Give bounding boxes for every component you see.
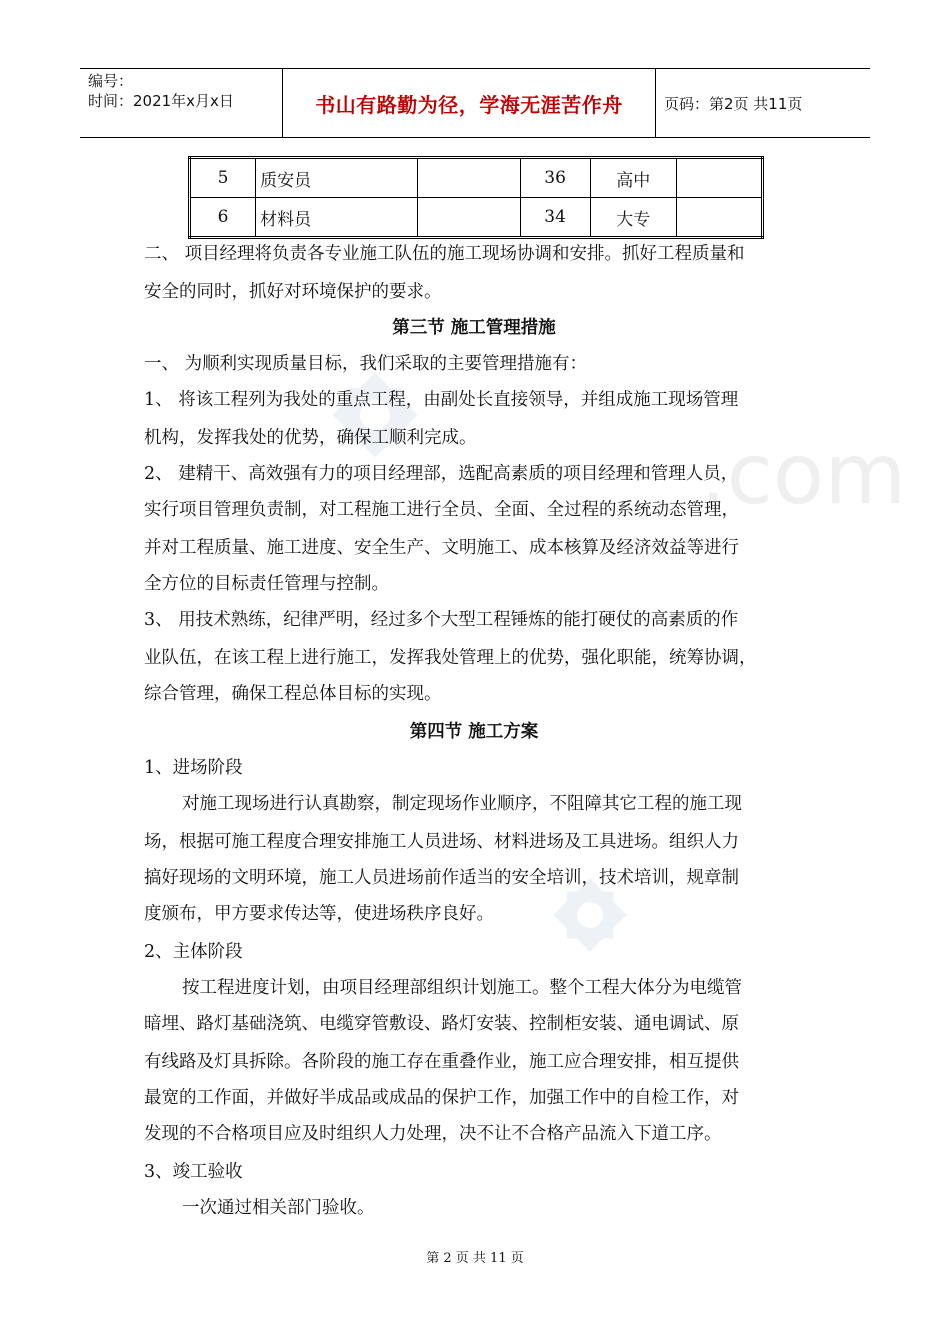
cell-role: 质安员 <box>256 158 418 198</box>
section-heading: 第三节 施工管理措施 <box>392 318 556 338</box>
page-footer: 第 2 页 共 11 页 <box>426 1251 524 1266</box>
list-item-line: 3、 用技术熟练，纪律严明，经过多个大型工程锤炼的能打硬仗的高素质的作 <box>144 610 739 630</box>
cell-note <box>676 198 762 238</box>
staff-table <box>188 156 764 239</box>
subsection-title: 1、进场阶段 <box>144 758 243 778</box>
cell-no: 6 <box>190 198 256 238</box>
paragraph-line: 安全的同时，抓好对环境保护的要求。 <box>144 282 442 302</box>
paragraph-line: 最宽的工作面，并做好半成品或成品的保护工作，加强工作中的自检工作，对 <box>144 1088 739 1108</box>
paragraph-line: 二、 项目经理将负责各专业施工队伍的施工现场协调和安排。抓好工程质量和 <box>144 244 745 264</box>
table-row <box>190 198 763 238</box>
subsection-title: 2、主体阶段 <box>144 942 243 962</box>
page-header <box>80 68 870 138</box>
cell-age: 36 <box>520 158 590 198</box>
header-meta <box>88 71 283 111</box>
list-item-line: 2、 建精干、高效强有力的项目经理部，选配高素质的项目经理和管理人员， <box>144 464 739 484</box>
header-page-code: 页码：第2页 共11页 <box>664 95 803 113</box>
subsection-title: 3、竣工验收 <box>144 1162 243 1182</box>
header-motto: 书山有路勤为径，学海无涯苦作舟 <box>315 92 623 117</box>
paragraph-line: 一次通过相关部门验收。 <box>182 1198 375 1218</box>
paragraph-line: 按工程进度计划，由项目经理部组织计划施工。整个工程大体分为电缆管 <box>182 978 742 998</box>
header-divider <box>655 69 656 137</box>
paragraph-line: 对施工现场进行认真勘察，制定现场作业顺序，不阻障其它工程的施工现 <box>182 794 742 814</box>
table-row <box>190 158 763 198</box>
paragraph-line: 发现的不合格项目应及时组织人力处理，决不让不合格产品流入下道工序。 <box>144 1124 722 1144</box>
list-item-line: 全方位的目标责任管理与控制。 <box>144 574 389 594</box>
cell-education: 高中 <box>590 158 676 198</box>
cell-age: 34 <box>520 198 590 238</box>
watermark-text: .com <box>700 425 907 523</box>
list-item-line: 1、 将该工程列为我处的重点工程，由副处长直接领导，并组成施工现场管理 <box>144 390 739 410</box>
cell-role: 材料员 <box>256 198 418 238</box>
cell-no: 5 <box>190 158 256 198</box>
paragraph-line: 搞好现场的文明环境，施工人员进场前作适当的安全培训，技术培训，规章制 <box>144 868 739 888</box>
cell-name <box>418 198 520 238</box>
list-item-line: 综合管理，确保工程总体目标的实现。 <box>144 684 442 704</box>
paragraph-line: 暗埋、路灯基础浇筑、电缆穿管敷设、路灯安装、控制柜安装、通电调试、原 <box>144 1014 739 1034</box>
list-item-line: 实行项目管理负责制，对工程施工进行全员、全面、全过程的系统动态管理， <box>144 500 739 520</box>
cell-education: 大专 <box>590 198 676 238</box>
section-heading: 第四节 施工方案 <box>409 722 539 742</box>
cell-name <box>418 158 520 198</box>
time-label: 时间：2021年x月x日 <box>88 92 234 110</box>
number-label: 编号： <box>88 72 134 90</box>
paragraph-line: 有线路及灯具拆除。各阶段的施工存在重叠作业，施工应合理安排，相互提供 <box>144 1052 739 1072</box>
list-item-line: 机构，发挥我处的优势，确保工顺利完成。 <box>144 428 477 448</box>
list-item-line: 业队伍，在该工程上进行施工，发挥我处管理上的优势，强化职能，统筹协调， <box>144 648 757 668</box>
cell-note <box>676 158 762 198</box>
paragraph-line: 度颁布，甲方要求传达等，使进场秩序良好。 <box>144 904 494 924</box>
paragraph-line: 一、 为顺利实现质量目标，我们采取的主要管理措施有： <box>144 354 588 374</box>
list-item-line: 并对工程质量、施工进度、安全生产、文明施工、成本核算及经济效益等进行 <box>144 538 739 558</box>
paragraph-line: 场，根据可施工程度合理安排施工人员进场、材料进场及工具进场。组织人力 <box>144 832 739 852</box>
